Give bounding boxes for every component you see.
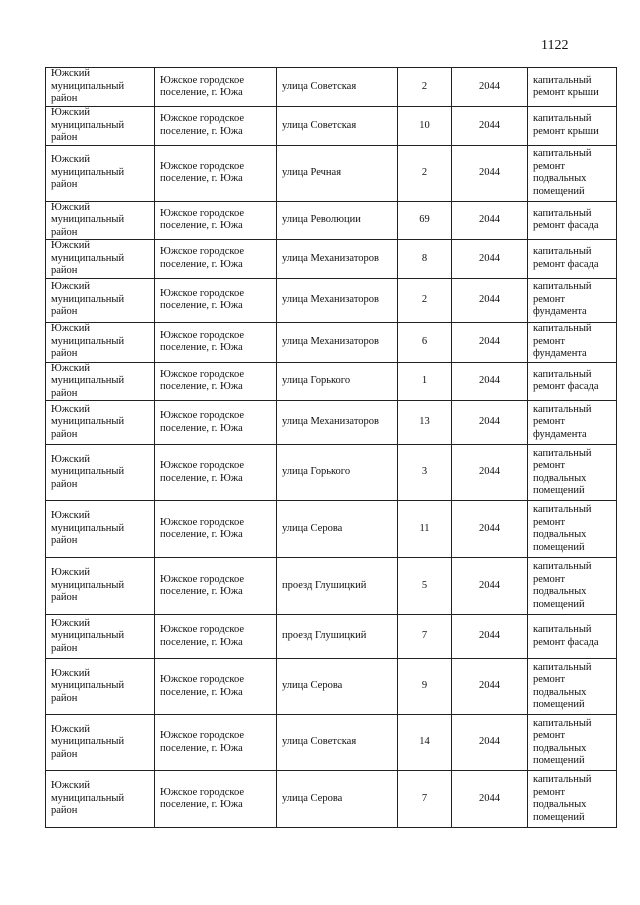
cell-street: улица Серова xyxy=(277,501,398,558)
cell-district: Южский муниципальный район xyxy=(46,401,155,445)
cell-work-type: капитальный ремонт фасада xyxy=(528,240,617,279)
cell-work-type: капитальный ремонт фасада xyxy=(528,615,617,659)
table-row xyxy=(46,278,617,322)
cell-street: улица Речная xyxy=(277,145,398,201)
cell-year: 2044 xyxy=(452,445,528,501)
cell-year: 2044 xyxy=(452,615,528,659)
cell-street: улица Советская xyxy=(277,715,398,771)
table-row xyxy=(46,445,617,501)
cell-house-number: 7 xyxy=(398,615,452,659)
cell-house-number: 5 xyxy=(398,558,452,615)
table-row xyxy=(46,240,617,279)
cell-district: Южский муниципальный район xyxy=(46,362,155,401)
cell-year: 2044 xyxy=(452,322,528,362)
table-body xyxy=(46,68,617,828)
table-row xyxy=(46,501,617,558)
cell-district: Южский муниципальный район xyxy=(46,201,155,240)
cell-street: улица Механизаторов xyxy=(277,240,398,279)
cell-house-number: 10 xyxy=(398,107,452,146)
cell-house-number: 7 xyxy=(398,771,452,828)
cell-house-number: 3 xyxy=(398,445,452,501)
cell-work-type: капитальный ремонт подвальных помещений xyxy=(528,558,617,615)
cell-house-number: 13 xyxy=(398,401,452,445)
cell-district: Южский муниципальный район xyxy=(46,240,155,279)
table-row xyxy=(46,201,617,240)
cell-district: Южский муниципальный район xyxy=(46,445,155,501)
cell-work-type: капитальный ремонт фасада xyxy=(528,201,617,240)
cell-work-type: капитальный ремонт крыши xyxy=(528,68,617,107)
cell-district: Южский муниципальный район xyxy=(46,715,155,771)
cell-street: улица Механизаторов xyxy=(277,322,398,362)
table-row xyxy=(46,659,617,715)
cell-house-number: 11 xyxy=(398,501,452,558)
cell-street: улица Серова xyxy=(277,659,398,715)
cell-house-number: 14 xyxy=(398,715,452,771)
cell-house-number: 8 xyxy=(398,240,452,279)
cell-settlement: Южское городское поселение, г. Южа xyxy=(155,715,277,771)
cell-district: Южский муниципальный район xyxy=(46,615,155,659)
cell-district: Южский муниципальный район xyxy=(46,278,155,322)
cell-settlement: Южское городское поселение, г. Южа xyxy=(155,558,277,615)
cell-year: 2044 xyxy=(452,362,528,401)
cell-house-number: 2 xyxy=(398,145,452,201)
cell-house-number: 6 xyxy=(398,322,452,362)
cell-year: 2044 xyxy=(452,501,528,558)
table-row xyxy=(46,322,617,362)
cell-work-type: капитальный ремонт фасада xyxy=(528,362,617,401)
cell-district: Южский муниципальный район xyxy=(46,107,155,146)
cell-year: 2044 xyxy=(452,278,528,322)
cell-settlement: Южское городское поселение, г. Южа xyxy=(155,240,277,279)
cell-settlement: Южское городское поселение, г. Южа xyxy=(155,107,277,146)
cell-year: 2044 xyxy=(452,659,528,715)
cell-work-type: капитальный ремонт подвальных помещений xyxy=(528,501,617,558)
cell-house-number: 69 xyxy=(398,201,452,240)
cell-year: 2044 xyxy=(452,401,528,445)
table-row xyxy=(46,362,617,401)
cell-year: 2044 xyxy=(452,715,528,771)
cell-district: Южский муниципальный район xyxy=(46,501,155,558)
cell-street: улица Механизаторов xyxy=(277,401,398,445)
cell-street: улица Серова xyxy=(277,771,398,828)
cell-year: 2044 xyxy=(452,771,528,828)
table-row xyxy=(46,615,617,659)
cell-settlement: Южское городское поселение, г. Южа xyxy=(155,201,277,240)
cell-settlement: Южское городское поселение, г. Южа xyxy=(155,401,277,445)
cell-street: улица Механизаторов xyxy=(277,278,398,322)
table-row xyxy=(46,107,617,146)
cell-district: Южский муниципальный район xyxy=(46,659,155,715)
cell-street: улица Горького xyxy=(277,362,398,401)
cell-year: 2044 xyxy=(452,145,528,201)
cell-district: Южский муниципальный район xyxy=(46,68,155,107)
cell-street: улица Советская xyxy=(277,68,398,107)
cell-settlement: Южское городское поселение, г. Южа xyxy=(155,771,277,828)
cell-settlement: Южское городское поселение, г. Южа xyxy=(155,145,277,201)
table-row xyxy=(46,715,617,771)
cell-district: Южский муниципальный район xyxy=(46,322,155,362)
table-row xyxy=(46,68,617,107)
cell-settlement: Южское городское поселение, г. Южа xyxy=(155,278,277,322)
cell-work-type: капитальный ремонт подвальных помещений xyxy=(528,445,617,501)
table-row xyxy=(46,771,617,828)
cell-street: улица Революции xyxy=(277,201,398,240)
cell-district: Южский муниципальный район xyxy=(46,771,155,828)
cell-street: улица Советская xyxy=(277,107,398,146)
table-row xyxy=(46,558,617,615)
cell-work-type: капитальный ремонт подвальных помещений xyxy=(528,659,617,715)
cell-work-type: капитальный ремонт крыши xyxy=(528,107,617,146)
cell-settlement: Южское городское поселение, г. Южа xyxy=(155,445,277,501)
table-row xyxy=(46,145,617,201)
cell-district: Южский муниципальный район xyxy=(46,558,155,615)
cell-year: 2044 xyxy=(452,558,528,615)
cell-year: 2044 xyxy=(452,240,528,279)
cell-street: проезд Глушицкий xyxy=(277,615,398,659)
cell-street: улица Горького xyxy=(277,445,398,501)
cell-settlement: Южское городское поселение, г. Южа xyxy=(155,362,277,401)
cell-house-number: 9 xyxy=(398,659,452,715)
cell-house-number: 1 xyxy=(398,362,452,401)
cell-year: 2044 xyxy=(452,68,528,107)
repair-schedule-table xyxy=(45,67,617,828)
cell-house-number: 2 xyxy=(398,278,452,322)
cell-work-type: капитальный ремонт фундамента xyxy=(528,278,617,322)
cell-settlement: Южское городское поселение, г. Южа xyxy=(155,501,277,558)
cell-work-type: капитальный ремонт подвальных помещений xyxy=(528,145,617,201)
table-row xyxy=(46,401,617,445)
cell-year: 2044 xyxy=(452,107,528,146)
cell-settlement: Южское городское поселение, г. Южа xyxy=(155,68,277,107)
cell-work-type: капитальный ремонт подвальных помещений xyxy=(528,771,617,828)
page-number: 1122 xyxy=(541,38,569,53)
cell-settlement: Южское городское поселение, г. Южа xyxy=(155,659,277,715)
cell-district: Южский муниципальный район xyxy=(46,145,155,201)
cell-settlement: Южское городское поселение, г. Южа xyxy=(155,322,277,362)
cell-street: проезд Глушицкий xyxy=(277,558,398,615)
cell-settlement: Южское городское поселение, г. Южа xyxy=(155,615,277,659)
cell-work-type: капитальный ремонт подвальных помещений xyxy=(528,715,617,771)
cell-house-number: 2 xyxy=(398,68,452,107)
cell-year: 2044 xyxy=(452,201,528,240)
cell-work-type: капитальный ремонт фундамента xyxy=(528,401,617,445)
cell-work-type: капитальный ремонт фундамента xyxy=(528,322,617,362)
